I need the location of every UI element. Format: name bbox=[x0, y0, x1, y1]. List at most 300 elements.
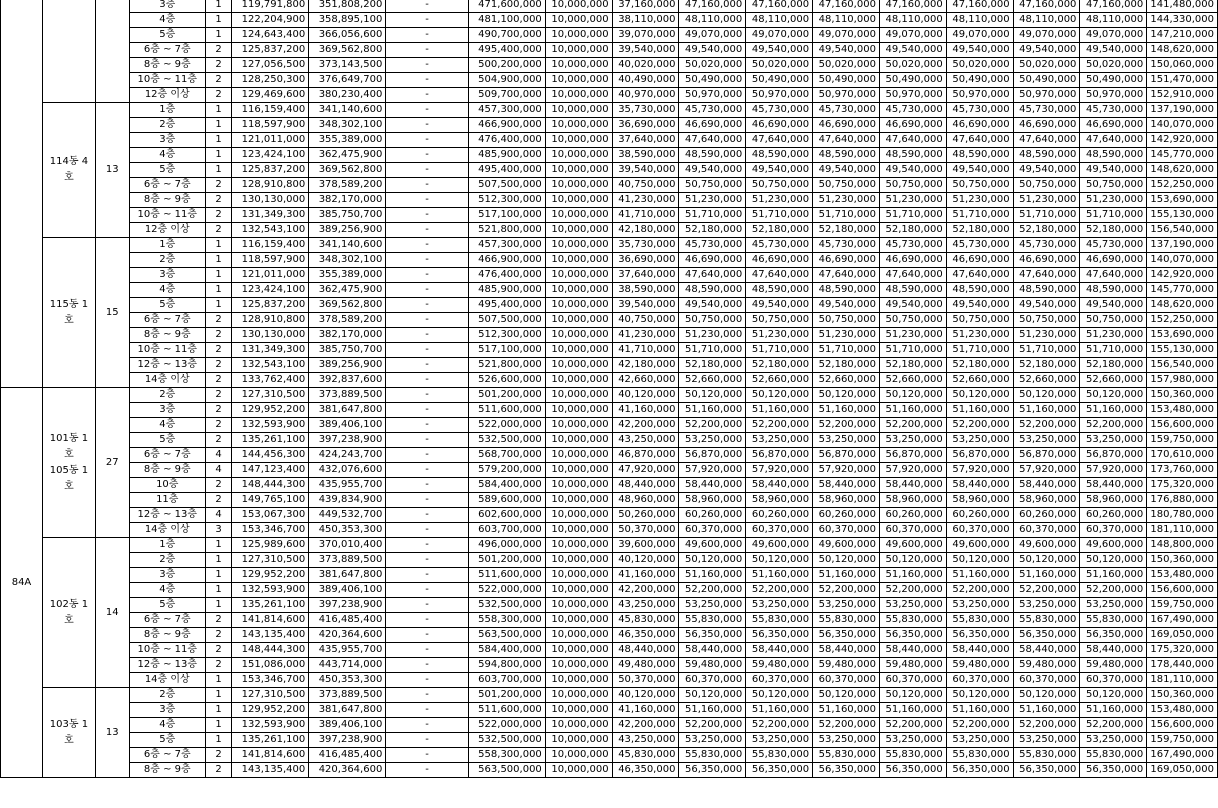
table-row bbox=[1, 238, 1218, 253]
cell-interim_7: 48,590,000 bbox=[1013, 283, 1080, 298]
cell-interim_1: 38,590,000 bbox=[612, 148, 679, 163]
cell-building_price: 450,353,300 bbox=[309, 673, 386, 688]
cell-interim_5: 50,120,000 bbox=[879, 388, 946, 403]
cell-interim_4: 50,750,000 bbox=[813, 178, 880, 193]
cell-total_price: 466,900,000 bbox=[468, 253, 545, 268]
unit-cell bbox=[43, 0, 96, 103]
cell-land_price: 127,310,500 bbox=[232, 688, 309, 703]
cell-interim_4: 47,640,000 bbox=[813, 268, 880, 283]
cell-floor: 8층 ~ 9층 bbox=[129, 763, 205, 778]
cell-deposit: 10,000,000 bbox=[545, 448, 612, 463]
cell-interim_6: 50,750,000 bbox=[946, 178, 1013, 193]
cell-land_price: 118,597,900 bbox=[232, 118, 309, 133]
cell-interim_2: 60,370,000 bbox=[679, 523, 746, 538]
cell-building_price: 373,889,500 bbox=[309, 388, 386, 403]
cell-interim_1: 41,160,000 bbox=[612, 568, 679, 583]
cell-floor: 12층 이상 bbox=[129, 88, 205, 103]
cell-interim_6: 47,640,000 bbox=[946, 133, 1013, 148]
cell-interim_2: 51,710,000 bbox=[679, 343, 746, 358]
cell-building_price: 376,649,700 bbox=[309, 73, 386, 88]
cell-floor: 3층 bbox=[129, 403, 205, 418]
cell-deposit: 10,000,000 bbox=[545, 148, 612, 163]
cell-deposit: 10,000,000 bbox=[545, 628, 612, 643]
cell-building_price: 432,076,600 bbox=[309, 463, 386, 478]
cell-interim_5: 50,120,000 bbox=[879, 688, 946, 703]
cell-balance: 159,750,000 bbox=[1147, 733, 1218, 748]
cell-interim_4: 53,250,000 bbox=[813, 598, 880, 613]
cell-interim_3: 49,070,000 bbox=[746, 28, 813, 43]
cell-interim_5: 50,020,000 bbox=[879, 58, 946, 73]
cell-interim_6: 57,920,000 bbox=[946, 463, 1013, 478]
cell-land_price: 144,456,300 bbox=[232, 448, 309, 463]
cell-balance: 159,750,000 bbox=[1147, 433, 1218, 448]
cell-balance: 155,130,000 bbox=[1147, 343, 1218, 358]
cell-building_price: 449,532,700 bbox=[309, 508, 386, 523]
cell-balance: 148,620,000 bbox=[1147, 163, 1218, 178]
cell-interim_5: 52,180,000 bbox=[879, 223, 946, 238]
table-row bbox=[1, 58, 1218, 73]
cell-households: 1 bbox=[206, 13, 232, 28]
cell-deposit: 10,000,000 bbox=[545, 193, 612, 208]
cell-interim_1: 40,750,000 bbox=[612, 178, 679, 193]
cell-floor: 12층 ~ 13층 bbox=[129, 508, 205, 523]
cell-interim_2: 48,590,000 bbox=[679, 283, 746, 298]
cell-deposit: 10,000,000 bbox=[545, 118, 612, 133]
cell-interim_5: 46,690,000 bbox=[879, 118, 946, 133]
cell-total_price: 476,400,000 bbox=[468, 268, 545, 283]
cell-deposit: 10,000,000 bbox=[545, 208, 612, 223]
unit-cell: 115동 1호 bbox=[43, 238, 96, 388]
cell-building_price: 358,895,100 bbox=[309, 13, 386, 28]
cell-interim_3: 51,160,000 bbox=[746, 568, 813, 583]
cell-interim_8: 51,160,000 bbox=[1080, 568, 1147, 583]
cell-land_price: 123,424,100 bbox=[232, 148, 309, 163]
cell-balance: 140,070,000 bbox=[1147, 253, 1218, 268]
cell-land_price: 121,011,000 bbox=[232, 133, 309, 148]
cell-total_price: 481,100,000 bbox=[468, 13, 545, 28]
cell-interim_5: 51,160,000 bbox=[879, 703, 946, 718]
cell-floor: 6층 ~ 7층 bbox=[129, 178, 205, 193]
cell-deposit: 10,000,000 bbox=[545, 748, 612, 763]
cell-interim_3: 53,250,000 bbox=[746, 433, 813, 448]
cell-deposit: 10,000,000 bbox=[545, 568, 612, 583]
cell-interim_1: 39,600,000 bbox=[612, 538, 679, 553]
cell-households: 1 bbox=[206, 283, 232, 298]
table-row bbox=[1, 268, 1218, 283]
cell-interim_5: 55,830,000 bbox=[879, 613, 946, 628]
cell-interim_6: 60,260,000 bbox=[946, 508, 1013, 523]
cell-interim_7: 50,120,000 bbox=[1013, 553, 1080, 568]
cell-total_price: 512,300,000 bbox=[468, 328, 545, 343]
cell-interim_1: 48,440,000 bbox=[612, 478, 679, 493]
cell-interim_5: 52,200,000 bbox=[879, 418, 946, 433]
cell-interim_6: 49,540,000 bbox=[946, 298, 1013, 313]
cell-total_price: 594,800,000 bbox=[468, 658, 545, 673]
cell-interim_1: 50,370,000 bbox=[612, 673, 679, 688]
cell-interim_6: 59,480,000 bbox=[946, 658, 1013, 673]
cell-floor: 4층 bbox=[129, 418, 205, 433]
cell-deposit: 10,000,000 bbox=[545, 703, 612, 718]
cell-building_price: 450,353,300 bbox=[309, 523, 386, 538]
cell-interim_7: 47,640,000 bbox=[1013, 133, 1080, 148]
cell-floor: 10층 bbox=[129, 478, 205, 493]
cell-floor: 8층 ~ 9층 bbox=[129, 463, 205, 478]
cell-total_price: 558,300,000 bbox=[468, 748, 545, 763]
cell-total_price: 485,900,000 bbox=[468, 283, 545, 298]
cell-interim_8: 56,350,000 bbox=[1080, 628, 1147, 643]
cell-total_price: 563,500,000 bbox=[468, 763, 545, 778]
cell-interim_8: 60,370,000 bbox=[1080, 523, 1147, 538]
cell-land_price: 132,593,900 bbox=[232, 583, 309, 598]
cell-floor: 6층 ~ 7층 bbox=[129, 448, 205, 463]
cell-interim_1: 41,230,000 bbox=[612, 193, 679, 208]
cell-households: 2 bbox=[206, 373, 232, 388]
cell-interim_3: 57,920,000 bbox=[746, 463, 813, 478]
cell-land_price: 135,261,100 bbox=[232, 598, 309, 613]
cell-interim_1: 42,660,000 bbox=[612, 373, 679, 388]
cell-interim_5: 58,440,000 bbox=[879, 643, 946, 658]
cell-interim_2: 58,960,000 bbox=[679, 493, 746, 508]
cell-interim_4: 51,710,000 bbox=[813, 343, 880, 358]
cell-interim_1: 40,490,000 bbox=[612, 73, 679, 88]
cell-interim_3: 52,180,000 bbox=[746, 223, 813, 238]
cell-interim_7: 58,440,000 bbox=[1013, 643, 1080, 658]
cell-interim_2: 58,440,000 bbox=[679, 643, 746, 658]
cell-interim_7: 49,540,000 bbox=[1013, 163, 1080, 178]
cell-total_price: 526,600,000 bbox=[468, 373, 545, 388]
cell-interim_3: 59,480,000 bbox=[746, 658, 813, 673]
cell-interim_3: 50,020,000 bbox=[746, 58, 813, 73]
cell-households: 4 bbox=[206, 463, 232, 478]
cell-option: - bbox=[386, 298, 468, 313]
cell-deposit: 10,000,000 bbox=[545, 538, 612, 553]
cell-interim_5: 52,200,000 bbox=[879, 718, 946, 733]
cell-households: 2 bbox=[206, 493, 232, 508]
cell-interim_5: 45,730,000 bbox=[879, 103, 946, 118]
cell-total_price: 511,600,000 bbox=[468, 568, 545, 583]
unit-cell: 102동 1호 bbox=[43, 538, 96, 688]
cell-deposit: 10,000,000 bbox=[545, 223, 612, 238]
cell-interim_2: 52,200,000 bbox=[679, 718, 746, 733]
cell-option: - bbox=[386, 538, 468, 553]
cell-interim_7: 50,750,000 bbox=[1013, 313, 1080, 328]
cell-interim_4: 50,120,000 bbox=[813, 553, 880, 568]
table-row bbox=[1, 28, 1218, 43]
cell-interim_7: 52,180,000 bbox=[1013, 223, 1080, 238]
cell-land_price: 122,204,900 bbox=[232, 13, 309, 28]
cell-building_price: 389,406,100 bbox=[309, 418, 386, 433]
cell-land_price: 130,130,000 bbox=[232, 328, 309, 343]
cell-floor: 5층 bbox=[129, 163, 205, 178]
cell-option: - bbox=[386, 598, 468, 613]
cell-interim_6: 49,540,000 bbox=[946, 163, 1013, 178]
cell-households: 2 bbox=[206, 88, 232, 103]
cell-interim_2: 51,710,000 bbox=[679, 208, 746, 223]
table-row bbox=[1, 133, 1218, 148]
cell-interim_2: 56,870,000 bbox=[679, 448, 746, 463]
cell-land_price: 153,346,700 bbox=[232, 523, 309, 538]
cell-interim_3: 58,440,000 bbox=[746, 478, 813, 493]
cell-interim_5: 50,120,000 bbox=[879, 553, 946, 568]
table-row bbox=[1, 148, 1218, 163]
cell-building_price: 416,485,400 bbox=[309, 748, 386, 763]
cell-building_price: 435,955,700 bbox=[309, 643, 386, 658]
cell-interim_4: 45,730,000 bbox=[813, 103, 880, 118]
cell-balance: 175,320,000 bbox=[1147, 643, 1218, 658]
cell-interim_5: 51,160,000 bbox=[879, 568, 946, 583]
cell-interim_2: 57,920,000 bbox=[679, 463, 746, 478]
cell-interim_7: 52,180,000 bbox=[1013, 358, 1080, 373]
cell-option: - bbox=[386, 103, 468, 118]
cell-balance: 156,600,000 bbox=[1147, 583, 1218, 598]
cell-deposit: 10,000,000 bbox=[545, 388, 612, 403]
cell-households: 2 bbox=[206, 628, 232, 643]
cell-interim_1: 37,160,000 bbox=[612, 0, 679, 13]
floors-total-cell: 13 bbox=[95, 688, 129, 778]
cell-interim_1: 50,260,000 bbox=[612, 508, 679, 523]
cell-balance: 153,480,000 bbox=[1147, 568, 1218, 583]
cell-floor: 14층 이상 bbox=[129, 673, 205, 688]
cell-land_price: 131,349,300 bbox=[232, 208, 309, 223]
cell-interim_2: 58,440,000 bbox=[679, 478, 746, 493]
table-row bbox=[1, 0, 1218, 13]
cell-land_price: 125,837,200 bbox=[232, 163, 309, 178]
cell-balance: 153,690,000 bbox=[1147, 328, 1218, 343]
cell-balance: 175,320,000 bbox=[1147, 478, 1218, 493]
cell-households: 2 bbox=[206, 643, 232, 658]
cell-interim_2: 50,120,000 bbox=[679, 388, 746, 403]
cell-interim_5: 48,110,000 bbox=[879, 13, 946, 28]
cell-total_price: 466,900,000 bbox=[468, 118, 545, 133]
cell-total_price: 501,200,000 bbox=[468, 388, 545, 403]
cell-interim_2: 48,110,000 bbox=[679, 13, 746, 28]
cell-land_price: 132,593,900 bbox=[232, 418, 309, 433]
cell-land_price: 143,135,400 bbox=[232, 763, 309, 778]
cell-land_price: 132,593,900 bbox=[232, 718, 309, 733]
cell-interim_3: 51,160,000 bbox=[746, 403, 813, 418]
cell-floor: 2층 bbox=[129, 388, 205, 403]
cell-total_price: 509,700,000 bbox=[468, 88, 545, 103]
cell-land_price: 123,424,100 bbox=[232, 283, 309, 298]
cell-households: 1 bbox=[206, 133, 232, 148]
cell-building_price: 420,364,600 bbox=[309, 763, 386, 778]
cell-building_price: 380,230,400 bbox=[309, 88, 386, 103]
table-row bbox=[1, 628, 1218, 643]
cell-interim_6: 58,440,000 bbox=[946, 643, 1013, 658]
cell-deposit: 10,000,000 bbox=[545, 718, 612, 733]
table-row bbox=[1, 178, 1218, 193]
cell-interim_3: 46,690,000 bbox=[746, 118, 813, 133]
cell-balance: 169,050,000 bbox=[1147, 628, 1218, 643]
cell-interim_3: 55,830,000 bbox=[746, 748, 813, 763]
cell-floor: 4층 bbox=[129, 583, 205, 598]
cell-balance: 153,480,000 bbox=[1147, 403, 1218, 418]
cell-option: - bbox=[386, 58, 468, 73]
cell-interim_3: 58,440,000 bbox=[746, 643, 813, 658]
cell-option: - bbox=[386, 223, 468, 238]
cell-balance: 156,600,000 bbox=[1147, 418, 1218, 433]
table-row bbox=[1, 208, 1218, 223]
cell-interim_1: 41,710,000 bbox=[612, 208, 679, 223]
cell-total_price: 532,500,000 bbox=[468, 598, 545, 613]
cell-interim_6: 51,160,000 bbox=[946, 703, 1013, 718]
cell-interim_4: 52,180,000 bbox=[813, 223, 880, 238]
cell-households: 2 bbox=[206, 208, 232, 223]
cell-interim_4: 52,200,000 bbox=[813, 418, 880, 433]
cell-building_price: 385,750,700 bbox=[309, 208, 386, 223]
cell-interim_5: 53,250,000 bbox=[879, 598, 946, 613]
cell-interim_4: 56,870,000 bbox=[813, 448, 880, 463]
cell-deposit: 10,000,000 bbox=[545, 268, 612, 283]
cell-interim_7: 49,070,000 bbox=[1013, 28, 1080, 43]
cell-interim_2: 49,070,000 bbox=[679, 28, 746, 43]
cell-land_price: 119,791,800 bbox=[232, 0, 309, 13]
cell-building_price: 362,475,900 bbox=[309, 148, 386, 163]
cell-balance: 145,770,000 bbox=[1147, 283, 1218, 298]
cell-interim_6: 48,590,000 bbox=[946, 283, 1013, 298]
cell-interim_8: 55,830,000 bbox=[1080, 748, 1147, 763]
cell-option: - bbox=[386, 178, 468, 193]
cell-building_price: 341,140,600 bbox=[309, 103, 386, 118]
cell-land_price: 148,444,300 bbox=[232, 643, 309, 658]
cell-balance: 181,110,000 bbox=[1147, 523, 1218, 538]
cell-total_price: 522,000,000 bbox=[468, 583, 545, 598]
cell-interim_2: 50,020,000 bbox=[679, 58, 746, 73]
cell-interim_1: 40,970,000 bbox=[612, 88, 679, 103]
cell-interim_4: 46,690,000 bbox=[813, 118, 880, 133]
cell-floor: 5층 bbox=[129, 598, 205, 613]
cell-floor: 6층 ~ 7층 bbox=[129, 43, 205, 58]
cell-interim_3: 56,350,000 bbox=[746, 628, 813, 643]
cell-interim_6: 49,540,000 bbox=[946, 43, 1013, 58]
cell-interim_7: 45,730,000 bbox=[1013, 103, 1080, 118]
cell-interim_5: 49,540,000 bbox=[879, 43, 946, 58]
cell-interim_3: 51,710,000 bbox=[746, 208, 813, 223]
cell-building_price: 439,834,900 bbox=[309, 493, 386, 508]
cell-interim_3: 58,960,000 bbox=[746, 493, 813, 508]
cell-interim_8: 50,750,000 bbox=[1080, 178, 1147, 193]
cell-households: 2 bbox=[206, 658, 232, 673]
cell-interim_7: 50,750,000 bbox=[1013, 178, 1080, 193]
cell-floor: 2층 bbox=[129, 253, 205, 268]
cell-floor: 2층 bbox=[129, 553, 205, 568]
cell-interim_2: 50,750,000 bbox=[679, 313, 746, 328]
cell-interim_3: 50,120,000 bbox=[746, 388, 813, 403]
cell-deposit: 10,000,000 bbox=[545, 433, 612, 448]
cell-interim_1: 42,200,000 bbox=[612, 718, 679, 733]
cell-interim_5: 56,350,000 bbox=[879, 763, 946, 778]
cell-balance: 167,490,000 bbox=[1147, 613, 1218, 628]
cell-deposit: 10,000,000 bbox=[545, 673, 612, 688]
cell-option: - bbox=[386, 88, 468, 103]
cell-interim_8: 52,200,000 bbox=[1080, 418, 1147, 433]
cell-interim_8: 46,690,000 bbox=[1080, 118, 1147, 133]
cell-interim_4: 50,120,000 bbox=[813, 688, 880, 703]
cell-floor: 4층 bbox=[129, 718, 205, 733]
cell-interim_6: 48,590,000 bbox=[946, 148, 1013, 163]
cell-deposit: 10,000,000 bbox=[545, 43, 612, 58]
cell-households: 1 bbox=[206, 0, 232, 13]
cell-interim_3: 50,490,000 bbox=[746, 73, 813, 88]
table-row bbox=[1, 643, 1218, 658]
cell-interim_2: 45,730,000 bbox=[679, 103, 746, 118]
table-row bbox=[1, 253, 1218, 268]
cell-interim_1: 42,180,000 bbox=[612, 358, 679, 373]
cell-interim_4: 50,750,000 bbox=[813, 313, 880, 328]
cell-interim_6: 49,600,000 bbox=[946, 538, 1013, 553]
cell-interim_4: 51,160,000 bbox=[813, 568, 880, 583]
cell-interim_2: 46,690,000 bbox=[679, 118, 746, 133]
cell-building_price: 381,647,800 bbox=[309, 703, 386, 718]
cell-option: - bbox=[386, 403, 468, 418]
cell-interim_5: 59,480,000 bbox=[879, 658, 946, 673]
cell-building_price: 389,256,900 bbox=[309, 358, 386, 373]
cell-building_price: 362,475,900 bbox=[309, 283, 386, 298]
cell-interim_2: 50,750,000 bbox=[679, 178, 746, 193]
cell-building_price: 341,140,600 bbox=[309, 238, 386, 253]
cell-interim_1: 42,200,000 bbox=[612, 583, 679, 598]
table-row bbox=[1, 103, 1218, 118]
cell-interim_8: 52,180,000 bbox=[1080, 358, 1147, 373]
cell-households: 3 bbox=[206, 523, 232, 538]
floors-total-cell: 27 bbox=[95, 388, 129, 538]
table-row bbox=[1, 718, 1218, 733]
cell-interim_4: 49,540,000 bbox=[813, 163, 880, 178]
cell-deposit: 10,000,000 bbox=[545, 343, 612, 358]
cell-interim_4: 58,440,000 bbox=[813, 643, 880, 658]
cell-interim_4: 51,230,000 bbox=[813, 193, 880, 208]
cell-option: - bbox=[386, 673, 468, 688]
cell-interim_7: 59,480,000 bbox=[1013, 658, 1080, 673]
cell-interim_8: 60,370,000 bbox=[1080, 673, 1147, 688]
cell-interim_1: 46,870,000 bbox=[612, 448, 679, 463]
cell-interim_3: 60,370,000 bbox=[746, 673, 813, 688]
cell-interim_4: 50,490,000 bbox=[813, 73, 880, 88]
cell-interim_1: 35,730,000 bbox=[612, 238, 679, 253]
cell-interim_7: 58,440,000 bbox=[1013, 478, 1080, 493]
cell-balance: 180,780,000 bbox=[1147, 508, 1218, 523]
cell-land_price: 132,543,100 bbox=[232, 223, 309, 238]
cell-deposit: 10,000,000 bbox=[545, 58, 612, 73]
unit-cell: 114동 4호 bbox=[43, 103, 96, 238]
cell-households: 1 bbox=[206, 583, 232, 598]
cell-interim_3: 60,260,000 bbox=[746, 508, 813, 523]
cell-option: - bbox=[386, 643, 468, 658]
cell-interim_6: 46,690,000 bbox=[946, 118, 1013, 133]
cell-interim_1: 39,540,000 bbox=[612, 163, 679, 178]
cell-interim_1: 39,540,000 bbox=[612, 43, 679, 58]
cell-floor: 10층 ~ 11층 bbox=[129, 343, 205, 358]
cell-interim_7: 49,540,000 bbox=[1013, 298, 1080, 313]
cell-balance: 181,110,000 bbox=[1147, 673, 1218, 688]
cell-balance: 150,360,000 bbox=[1147, 688, 1218, 703]
cell-interim_7: 48,110,000 bbox=[1013, 13, 1080, 28]
cell-building_price: 416,485,400 bbox=[309, 613, 386, 628]
cell-land_price: 128,250,300 bbox=[232, 73, 309, 88]
cell-option: - bbox=[386, 493, 468, 508]
cell-interim_3: 48,590,000 bbox=[746, 148, 813, 163]
cell-building_price: 351,808,200 bbox=[309, 0, 386, 13]
cell-households: 2 bbox=[206, 388, 232, 403]
cell-interim_5: 51,710,000 bbox=[879, 208, 946, 223]
table-row bbox=[1, 163, 1218, 178]
cell-interim_3: 51,710,000 bbox=[746, 343, 813, 358]
cell-option: - bbox=[386, 583, 468, 598]
cell-interim_8: 47,640,000 bbox=[1080, 268, 1147, 283]
cell-interim_8: 60,260,000 bbox=[1080, 508, 1147, 523]
cell-interim_2: 50,120,000 bbox=[679, 553, 746, 568]
cell-balance: 150,360,000 bbox=[1147, 553, 1218, 568]
